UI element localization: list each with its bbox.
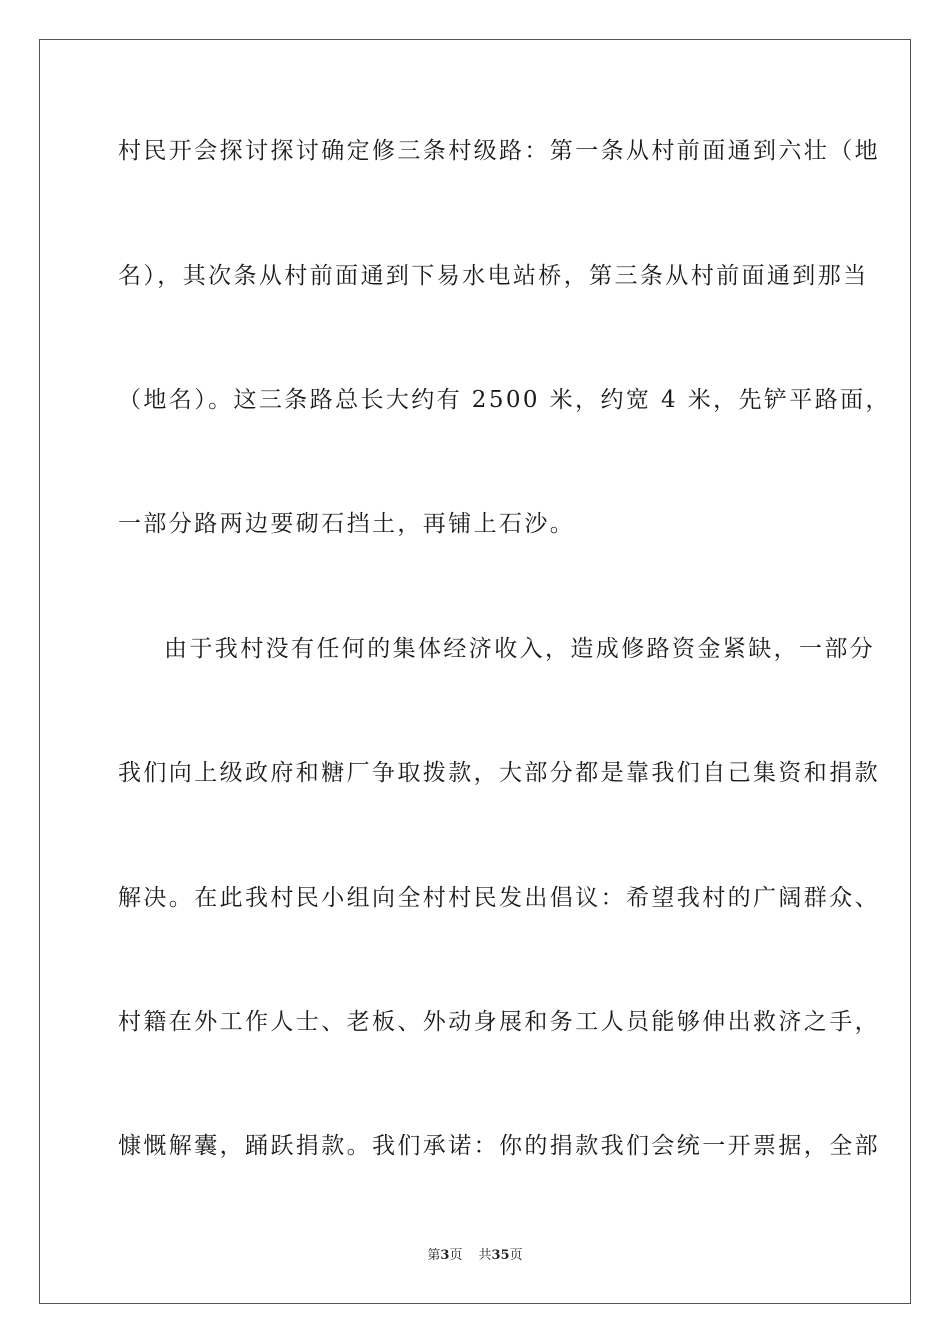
body-line-1: 村民开会探讨探讨确定修三条村级路：第一条从村前面通到六壮（地 (118, 138, 880, 164)
body-line-5: 由于我村没有任何的集体经济收入，造成修路资金紧缺，一部分 (164, 636, 876, 662)
footer-total-pages: 35 (491, 1248, 510, 1263)
body-line-4: 一部分路两边要砌石挡土，再铺上石沙。 (118, 511, 576, 537)
page-footer (0, 1247, 950, 1265)
footer-page-number: 3 (440, 1248, 450, 1263)
footer-page-suffix: 页 (449, 1248, 463, 1263)
body-line-7: 解决。在此我村民小组向全村村民发出倡议：希望我村的广阔群众、 (118, 885, 880, 911)
body-line-3: （地名）。这三条路总长大约有 2500 米，约宽 4 米，先铲平路面， (118, 387, 891, 413)
body-line-2: 名），其次条从村前面通到下易水电站桥，第三条从村前面通到那当 (118, 263, 869, 289)
body-line-8: 村籍在外工作人士、老板、外动身展和务工人员能够伸出救济之手， (118, 1009, 880, 1035)
body-line-6: 我们向上级政府和糖厂争取拨款，大部分都是靠我们自己集资和捐款 (118, 760, 880, 786)
body-line-9: 慷慨解囊，踊跃捐款。我们承诺：你的捐款我们会统一开票据，全部 (118, 1133, 880, 1159)
footer-total-prefix: 共 (478, 1248, 492, 1263)
footer-total-suffix: 页 (509, 1248, 523, 1263)
footer-page-prefix: 第 (427, 1248, 441, 1263)
page-border (39, 39, 911, 1304)
